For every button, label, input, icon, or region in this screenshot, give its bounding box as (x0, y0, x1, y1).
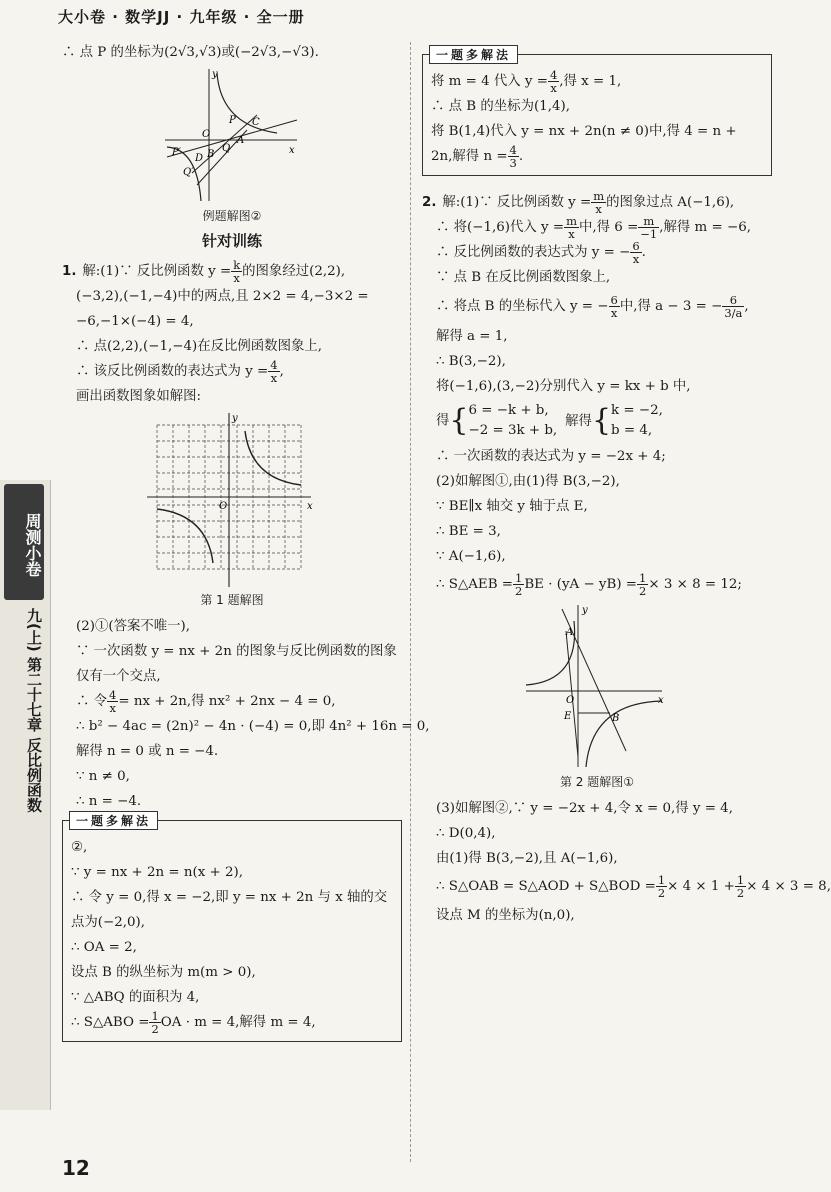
q2-system-1: 6 = −k + b, −2 = 3k + b, (468, 403, 558, 438)
q2-graph (522, 601, 672, 771)
q1-label-o: O (219, 501, 228, 512)
box1-line5: ∴ OA = 2, (71, 940, 137, 955)
q2-line12: ∵ BE∥x 轴交 y 轴于点 E, (436, 498, 588, 514)
q2-number: 2. (422, 195, 437, 210)
q1-part2-line2: ∵ 一次函数 y = nx + 2n 的图象与反比例函数的图象 (76, 644, 397, 659)
q2-line-extra (566, 631, 578, 757)
fig-label-P: P (229, 115, 236, 126)
multi-solution-tag-2: 一题多解法 (429, 45, 518, 64)
q2-label-O: O (566, 694, 575, 706)
multi-solution-box-1 (62, 814, 402, 1042)
box2-line4: 2n,解得 n = $\frac{4}{3}$ . (431, 143, 524, 170)
box1-line8: ∴ S△ABO = $\frac{1}{2}$ OA · m = 4,解得 m = 4, (71, 1009, 316, 1036)
q2-graph-caption: 第 2 题解图① (559, 774, 635, 789)
fig-label-Q: Q (222, 143, 231, 154)
q1-part2-line5: ∴ b² − 4ac = (2n)² − 4n · (−4) = 0,即 4n² + 16n = 0, (76, 719, 430, 734)
q2-line11: (2)如解图①,由(1)得 B(3,−2), (436, 473, 620, 489)
q1-part2-line3: 仅有一个交点, (76, 669, 161, 684)
right-column (422, 40, 831, 928)
q1-graph-caption: 第 1 题解图 (200, 593, 264, 607)
box1-line3: ∴ 令 y = 0,得 x = −2,即 y = nx + 2n 与 x 轴的交 (71, 890, 388, 905)
q2-line4: ∵ 点 B 在反比例函数图象上, (436, 270, 611, 285)
box1-frac: $\frac{1}{2}$ (151, 1009, 159, 1036)
fig-label-Qp: Q′ (183, 167, 194, 178)
side-tab-chapter: 九(上) 第二十七章 反比例函数 (25, 608, 43, 813)
fig-label-D: D (195, 153, 204, 164)
q2-label-B: B (612, 712, 620, 724)
q1-line3: −6,−1×(−4) = 4, (76, 314, 194, 329)
q1-part2-frac: $\frac{4}{x}$ (109, 688, 117, 715)
fig-label-Pp: P′ (172, 147, 181, 158)
box2-line1: 将 m = 4 代入 y = $\frac{4}{x}$ ,得 x = 1, (431, 68, 622, 95)
fig-label-x: x (289, 145, 295, 156)
box1-line1: ②, (71, 840, 88, 855)
q2-line14: ∵ A(−1,6), (436, 548, 506, 564)
q1-line5: ∴ 该反比例函数的表达式为 y = $\frac{4}{x}$ , (76, 358, 284, 385)
q2-line7: ∴ B(3,−2), (436, 354, 506, 369)
side-tab (0, 480, 51, 1110)
q2-line17: ∴ D(0,4), (436, 825, 496, 841)
q1-curve-q3 (157, 509, 213, 563)
q2-line15: ∴ S△AEB = $\frac{1}{2}$ BE · (yA − yB) = $\frac{1}{2}$ × 3 × 8 = 12; (436, 570, 742, 598)
q1-part2-line8: ∴ n = −4. (76, 794, 142, 809)
box1-line4: 点为(−2,0), (71, 915, 146, 930)
q2-line20: 设点 M 的坐标为(n,0), (436, 907, 575, 923)
q1-number: 1. (62, 264, 77, 279)
q1-part2-line7: ∵ n ≠ 0, (76, 769, 130, 784)
q2-line2: ∴ 将(−1,6)代入 y = $\frac{m}{x}$ 中,得 6 = $\frac{m}{-1}$ ,解得 m = −6, (436, 214, 751, 241)
fig-label-B: B (207, 149, 215, 160)
multi-solution-box-2 (422, 48, 772, 176)
box1-line6: 设点 B 的纵坐标为 m(m > 0), (71, 965, 256, 980)
q2-label-E: E (564, 710, 572, 722)
q1-part2-line1: (2)①(答案不唯一), (76, 619, 191, 634)
q1-line2: (−3,2),(−1,−4)中的两点,且 2×2 = 4,−3×2 = (76, 289, 369, 304)
box2-line2: ∴ 点 B 的坐标为(1,4), (431, 99, 570, 114)
q1-frac-4-over-x: $\frac{4}{x}$ (270, 358, 278, 385)
left-column (62, 40, 430, 1048)
side-tab-title: 周测小卷 (4, 484, 44, 600)
section-title: 针对训练 (201, 232, 262, 250)
fig-label-A: A (237, 135, 245, 146)
q2-line1: 2. 解:(1)∵ 反比例函数 y = $\frac{m}{x}$ 的图象过点 A(−1,6), (422, 189, 735, 216)
q1-curve-q1 (245, 431, 301, 485)
q1-line1: 1. 解:(1)∵ 反比例函数 y = $\frac{k}{x}$ 的图象经过(2,2), (62, 258, 346, 285)
q2-label-y: y (582, 604, 588, 616)
q2-line16: (3)如解图②,∵ y = −2x + 4,令 x = 0,得 y = 4, (436, 800, 733, 816)
fig-label-y: y (212, 69, 218, 80)
column-divider (410, 42, 411, 1162)
q1-label-y: y (232, 413, 238, 424)
q2-system-2: k = −2, b = 4, (611, 403, 663, 438)
example-figure-caption: 例题解图② (202, 209, 262, 223)
q2-line5: ∴ 将点 B 的坐标代入 y = − $\frac{6}{x}$ 中,得 a − 3 = − $\frac{6}{3/a}$ , (436, 293, 749, 320)
q2-line18: 由(1)得 B(3,−2),且 A(−1,6), (436, 850, 618, 866)
q2-line10: ∴ 一次函数的表达式为 y = −2x + 4; (436, 448, 666, 464)
q2-label-A: A (566, 626, 574, 638)
q1-part2-line6: 解得 n = 0 或 n = −4. (76, 744, 219, 759)
q2-line13: ∴ BE = 3, (436, 523, 501, 539)
example-figure (157, 65, 307, 205)
fig-label-C: C (252, 117, 260, 128)
q2-line8: 将(−1,6),(3,−2)分别代入 y = kx + b 中, (436, 379, 691, 394)
q2-curve-q4 (586, 701, 662, 767)
multi-solution-tag: 一题多解法 (69, 811, 158, 830)
q1-part2-line4: ∴ 令 $\frac{4}{x}$ = nx + 2n,得 nx² + 2nx − 4 = 0, (76, 688, 336, 715)
intro-line: ∴ 点 P 的坐标为(2√3,√3)或(−2√3,−√3). (62, 45, 319, 60)
q2-line19: ∴ S△OAB = S△AOD + S△BOD = $\frac{1}{2}$ × 4 × 1 + $\frac{1}{2}$ × 4 × 3 = 8, (436, 872, 831, 900)
q1-line6: 画出函数图象如解图: (76, 389, 202, 404)
q1-label-x: x (307, 501, 313, 512)
box1-line2: ∵ y = nx + 2n = n(x + 2), (71, 865, 243, 880)
q2-line6: 解得 a = 1, (436, 329, 508, 344)
box2-line3: 将 B(1,4)代入 y = nx + 2n(n ≠ 0)中,得 4 = n + (431, 124, 737, 139)
page-header: 大小卷 · 数学JJ · 九年级 · 全一册 (58, 8, 305, 26)
page-number: 12 (62, 1156, 90, 1180)
fig-label-O: O (202, 129, 211, 140)
q2-line3: ∴ 反比例函数的表达式为 y = − $\frac{6}{x}$ . (436, 239, 646, 266)
q2-label-x: x (658, 694, 664, 706)
q1-line4: ∴ 点(2,2),(−1,−4)在反比例函数图象上, (76, 339, 322, 354)
q2-line9: 得{6 = −k + b, −2 = 3k + b,解得{k = −2, b = 4, (422, 399, 772, 444)
q1-graph (147, 409, 317, 589)
box1-line7: ∵ △ABQ 的面积为 4, (71, 990, 200, 1005)
q1-frac-k-over-x: $\frac{k}{x}$ (233, 258, 241, 285)
